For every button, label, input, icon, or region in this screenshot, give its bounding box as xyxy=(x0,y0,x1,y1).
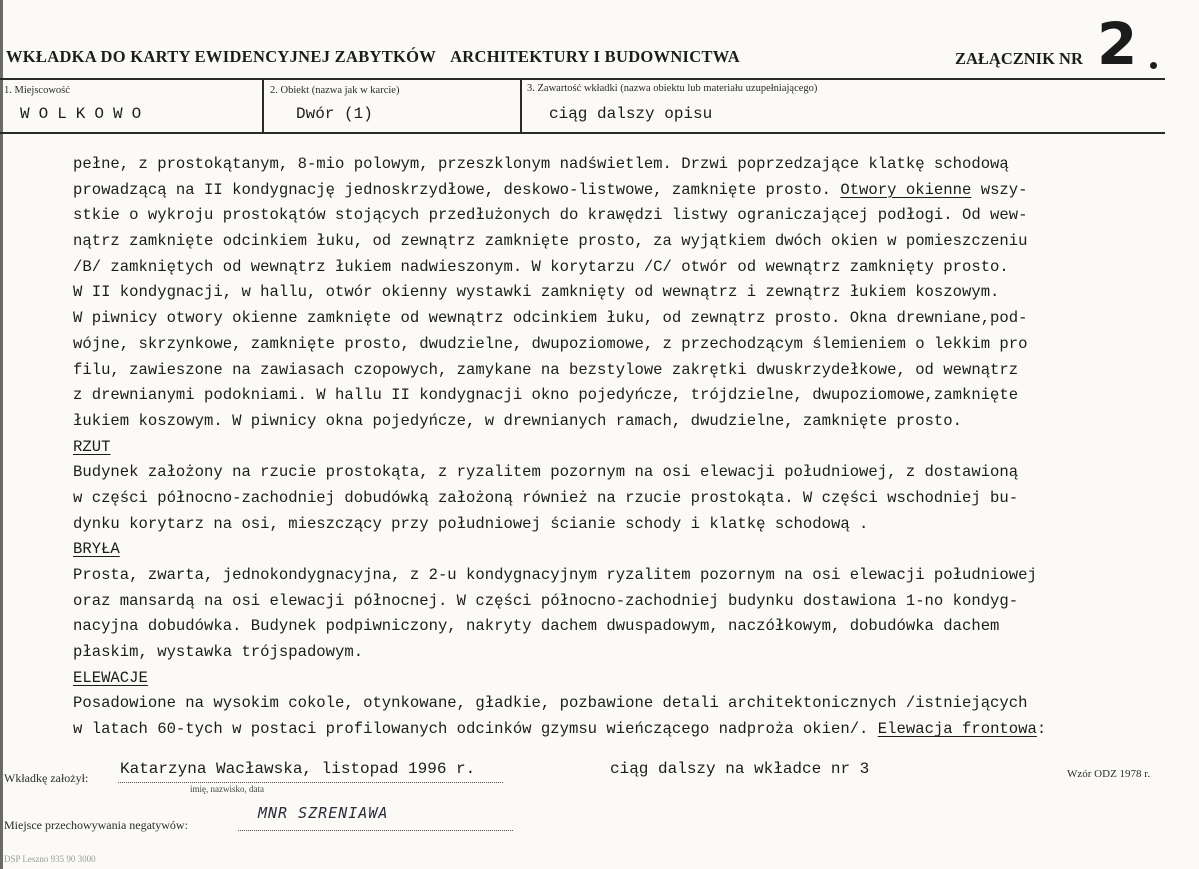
continuation-note: ciąg dalszy na wkładce nr 3 xyxy=(610,760,870,778)
printer-imprint: DSP Leszno 935 90 3000 xyxy=(4,854,96,864)
body-line: nątrz zamknięte odcinkiem łuku, od zewnątrz zamknięte prosto, za wyjątkiem dwóch okien w pomieszczeniu xyxy=(73,232,1028,251)
body-line: dynku korytarz na osi, mieszczący przy południowej ścianie schody i klatkę schodową . xyxy=(73,514,869,533)
body-line: Prosta, zwarta, jednokondygnacyjna, z 2-u kondygnacyjnym ryzalitem pozornym na osi elewacji południowej xyxy=(73,566,1037,584)
body-line: nacyjna dobudówka. Budynek podpiwniczony, nakryty dachem dwuspadowym, naczółkowym, dobudówka dachem xyxy=(73,617,1000,636)
body-line-text: : xyxy=(1036,720,1047,739)
form-code: Wzór ODZ 1978 r. xyxy=(1067,768,1151,780)
locality-label: 1. Miejscowość xyxy=(4,85,70,96)
field-divider-2 xyxy=(520,80,522,132)
author-label: Wkładkę założył: xyxy=(4,771,89,785)
author-dotted-line xyxy=(118,782,503,783)
body-line: pełne, z prostokątanym, 8-mio polowym, przeszklonym nadświetlem. Drzwi poprzedzające klatkę schodową xyxy=(73,155,1009,173)
body-line: wójne, skrzynkowe, zamknięte prosto, dwudzielne, dwupoziomowe, z przechodzącym ślemieniem o lekkim pro xyxy=(73,334,1028,353)
body-line: płaskim, wystawka trójspadowym. xyxy=(73,643,364,662)
section-heading: ELEWACJE xyxy=(73,668,148,687)
attachment-number: 2 xyxy=(1097,10,1136,78)
body-line: łukiem koszowym. W piwnicy okna pojedyńcze, w drewnianych ramach, dwudzielne, zamknięte prosto. xyxy=(73,411,962,430)
body-line: /B/ zamkniętych od wewnątrz łukiem nadwieszonym. W korytarzu /C/ otwór od wewnątrz zamknięty prosto. xyxy=(73,257,1009,276)
title-part-1: WKŁADKA DO KARTY EWIDENCYJNEJ ZABYTKÓW xyxy=(6,47,437,66)
body-line xyxy=(73,178,1163,204)
body-line: Posadowione na wysokim cokole, otynkowane, gładkie, pozbawione detali architektonicznych /istniejących xyxy=(73,694,1028,713)
contents-label: 3. Zawartość wkładki (nazwa obiektu lub materiału uzupełniającego) xyxy=(527,83,818,94)
body-line: W piwnicy otwory okienne zamknięte od wewnątrz odcinkiem łuku, od zewnątrz prosto. Okna drewniane,pod- xyxy=(73,309,1028,328)
object-value: Dwór (1) xyxy=(296,105,373,123)
author-sublabel: imię, nazwisko, data xyxy=(190,784,264,794)
object-label: 2. Obiekt (nazwa jak w karcie) xyxy=(270,85,400,96)
fields-rule xyxy=(0,132,1165,134)
body-line-text: w latach 60-tych w postaci profilowanych odcinków gzymsu wieńczącego nadproża okien/. xyxy=(73,720,869,739)
body-line: filu, zawieszone na zawiasach czopowych, zamykane na bezstylowe zakrętki dwuskrzydełkowe, od wewnątrz xyxy=(73,360,1019,379)
locality-value: WOLKOWO xyxy=(20,105,151,123)
body-line: W II kondygnacji, w hallu, otwór okienny wystawki zamknięty od wewnątrz i zewnątrz łukiem koszowym. xyxy=(73,283,1000,302)
contents-value: ciąg dalszy opisu xyxy=(549,105,713,123)
field-divider-1 xyxy=(262,80,264,132)
description-body xyxy=(73,152,1163,743)
body-line: w części północno-zachodniej dobudówką założoną również na rzucie prostokąta. W części wschodniej bu- xyxy=(73,488,1019,507)
body-line: z drewnianymi podokniami. W hallu II kondygnacji okno pojedyńcze, trójdzielne, dwupoziomowe,zamknięte xyxy=(73,386,1019,405)
body-line-text: prowadzącą na II kondygnację jednoskrzydłowe, deskowo-listwowe, zamknięte prosto. xyxy=(73,180,831,199)
section-heading: Otwory okienne xyxy=(840,180,972,199)
storage-label: Miejsce przechowywania negatywów: xyxy=(4,818,188,832)
storage-dotted-line xyxy=(238,830,513,831)
attachment-number-dot xyxy=(1150,62,1157,69)
storage-value: MNR SZRENIAWA xyxy=(258,804,389,822)
body-line xyxy=(73,717,1163,743)
header-rule xyxy=(0,78,1165,80)
title-part-2: ARCHITEKTURY I BUDOWNICTWA xyxy=(450,47,740,66)
author-value: Katarzyna Wacławska, listopad 1996 r. xyxy=(120,760,476,778)
attachment-label: ZAŁĄCZNIK NR xyxy=(955,49,1083,68)
scan-edge xyxy=(0,0,3,869)
section-heading: RZUT xyxy=(73,437,111,456)
section-heading: BRYŁA xyxy=(73,540,120,559)
document-title xyxy=(6,47,740,67)
body-line: Budynek założony na rzucie prostokąta, z ryzalitem pozornym na osi elewacji południowej, z dostawioną xyxy=(73,463,1019,482)
body-line: stkie o wykroju prostokątów stojących przedłużonych do krawędzi listwy ograniczającej podłogi. Od wew- xyxy=(73,206,1028,225)
body-line-text: wszy- xyxy=(980,180,1028,199)
body-line: oraz mansardą na osi elewacji północnej. W części północno-zachodniej budynku dostawiona 1-no kondyg- xyxy=(73,591,1019,610)
section-heading: Elewacja frontowa xyxy=(877,720,1037,739)
